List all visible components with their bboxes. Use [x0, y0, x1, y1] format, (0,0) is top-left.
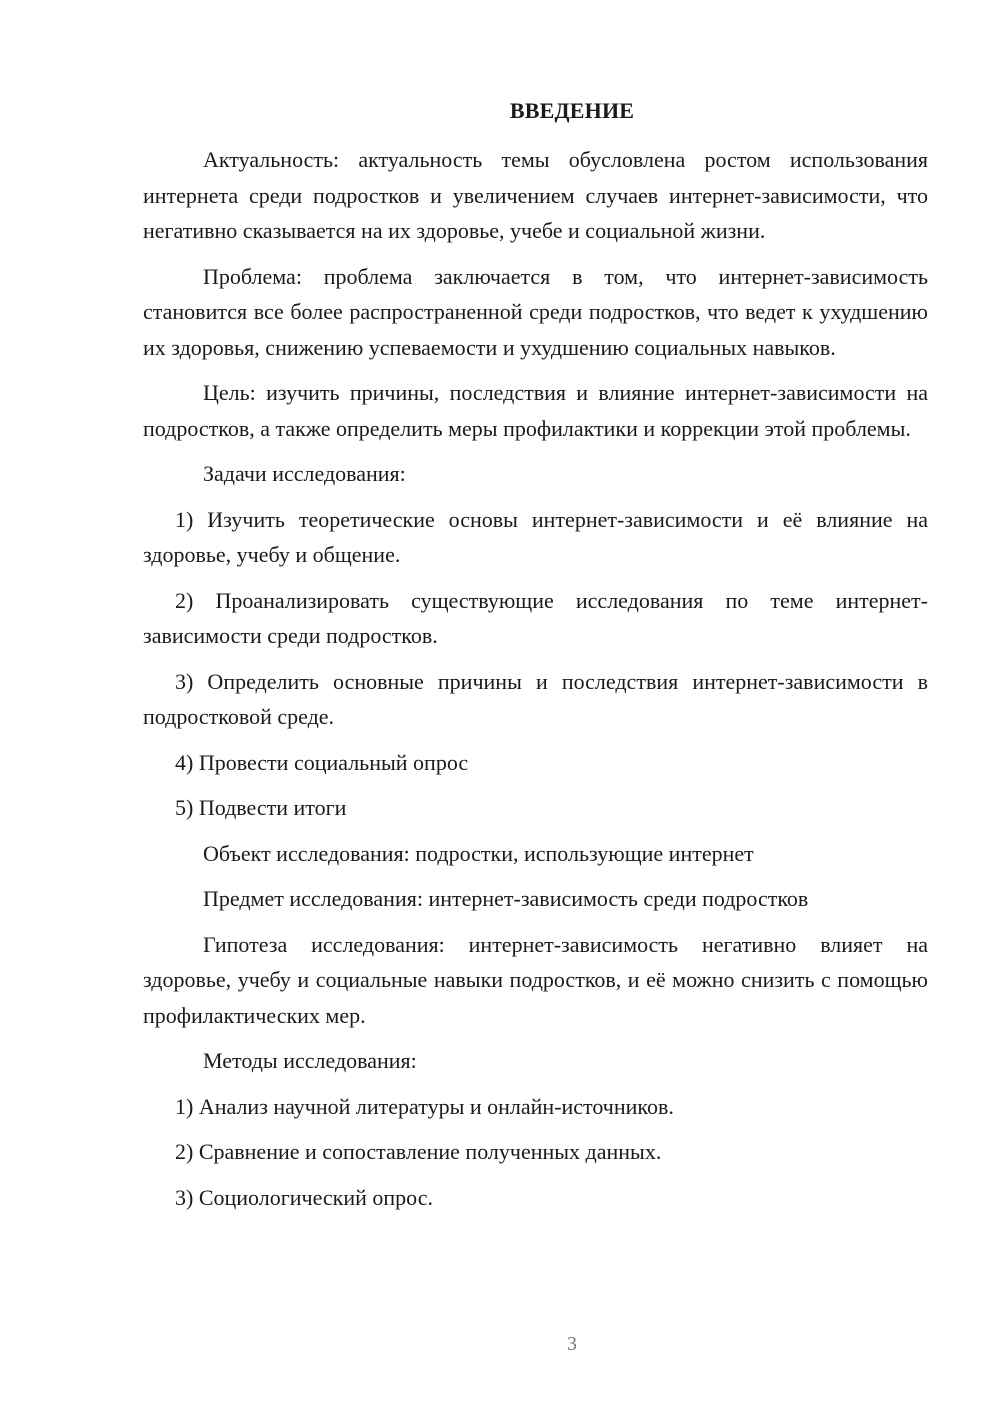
research-subject: Предмет исследования: интернет-зависимость среди подростков	[203, 886, 809, 911]
heading-wrapper	[0, 96, 1000, 126]
method-item-1: 1) Анализ научной литературы и онлайн-источников.	[175, 1093, 674, 1119]
document-body	[143, 142, 928, 1225]
task-item-4: 4) Провести социальный опрос	[175, 749, 469, 775]
task-item-1: 1) Изучить теоретические основы интернет-зависимости и её влияние на здоровье, учебу и общение.	[143, 506, 928, 567]
problem-paragraph: Проблема: проблема заключается в том, что интернет-зависимость становится все более распространенной среди подростков, что ведет к ухудшению их здоровья, снижению успеваемости и ухудшению социальных навыков.	[143, 263, 928, 360]
tasks-heading: Задачи исследования:	[203, 461, 406, 486]
method-item-2: 2) Сравнение и сопоставление полученных данных.	[175, 1139, 662, 1164]
goal-paragraph: Цель: изучить причины, последствия и влияние интернет-зависимости на подростков, а также определить меры профилактики и коррекции этой проблемы.	[143, 380, 928, 441]
task-item-2: 2) Проанализировать существующие исследования по теме интернет-зависимости среди подростков.	[143, 587, 928, 648]
page-number: 3	[567, 1333, 577, 1355]
task-item-5: 5) Подвести итоги	[175, 795, 347, 820]
page-title: ВВЕДЕНИЕ	[509, 98, 635, 123]
research-hypothesis: Гипотеза исследования: интернет-зависимость негативно влияет на здоровье, учебу и социальные навыки подростков, и её можно снизить с помощью профилактических мер.	[143, 931, 928, 1028]
relevance-paragraph: Актуальность: актуальность темы обусловлена ростом использования интернета среди подростков и увеличением случаев интернет-зависимости, что негативно сказывается на их здоровье, учебе и социальной жизни.	[143, 147, 928, 243]
research-object: Объект исследования: подростки, использующие интернет	[203, 840, 754, 866]
page-number-wrapper	[0, 1333, 1000, 1356]
method-item-3: 3) Социологический опрос.	[175, 1184, 433, 1210]
methods-heading: Методы исследования:	[203, 1048, 417, 1073]
task-item-3: 3) Определить основные причины и последствия интернет-зависимости в подростковой среде.	[143, 668, 928, 729]
